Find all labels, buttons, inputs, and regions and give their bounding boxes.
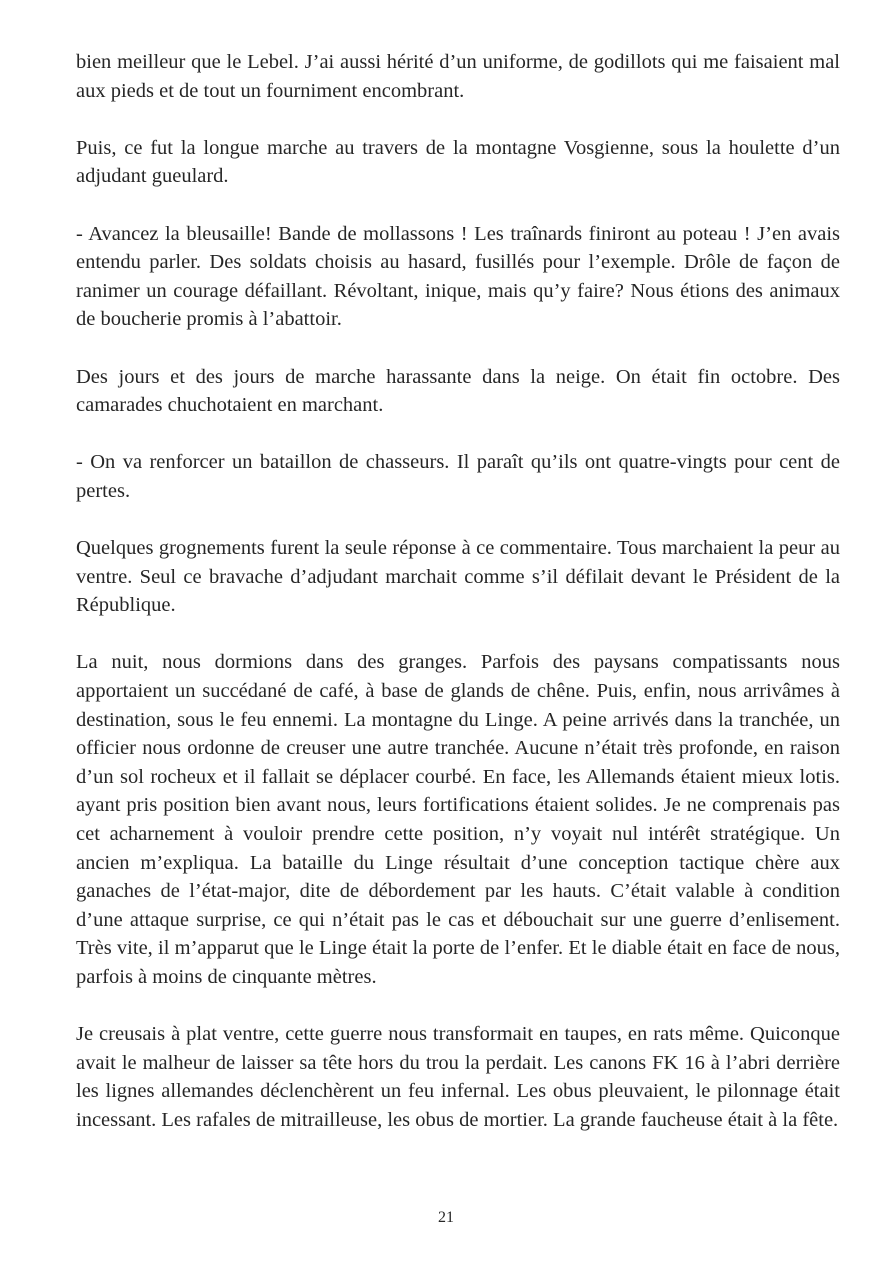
paragraph-4: Des jours et des jours de marche harassante dans la neige. On était fin octobre. Des camarades chuchotaient en marchant.	[76, 365, 840, 417]
paragraph-1: bien meilleur que le Lebel. J’ai aussi hérité d’un uniforme, de godillots qui me faisaient mal aux pieds et de tout un fourniment encombrant.	[76, 51, 840, 102]
paragraph-6: Quelques grognements furent la seule réponse à ce commentaire. Tous marchaient la peur au ventre. Seul ce bravache d’adjudant marchait comme s’il défilait devant le Président de la République.	[76, 537, 840, 617]
paragraph-3: - Avancez la bleusaille! Bande de mollassons ! Les traînards finiront au poteau ! J’en avais entendu parler. Des soldats choisis au hasard, fusillés pour l’exemple. Drôle de façon de ranimer un courage défaillant. Révoltant, inique, mais qu’y faire? Nous étions des animaux de boucherie promis à l’abattoir.	[76, 222, 840, 331]
paragraph-8: Je creusais à plat ventre, cette guerre nous transformait en taupes, en rats même. Quiconque avait le malheur de laisser sa tête hors du trou la perdait. Les canons FK 16 à l’abri derrière les lignes allemandes déclenchèrent un feu infernal. Les obus pleuvaient, le pilonnage était incessant. Les rafales de mitrailleuse, les obus de mortier. La grande faucheuse était à la fête.	[76, 1023, 840, 1131]
paragraph-5: - On va renforcer un bataillon de chasseurs. Il paraît qu’ils ont quatre-vingts pour cent de pertes.	[76, 451, 840, 502]
paragraph-2: Puis, ce fut la longue marche au travers de la montagne Vosgienne, sous la houlette d’un adjudant gueulard.	[76, 136, 840, 188]
page-body	[76, 48, 840, 1135]
page-number: 21	[438, 1209, 454, 1226]
paragraph-7: La nuit, nous dormions dans des granges. Parfois des paysans compatissants nous apportaient un succédané de café, à base de glands de chêne. Puis, enfin, nous arrivâmes à destination, sous le feu ennemi. La montagne du Linge. A peine arrivés dans la tranchée, un officier nous ordonne de creuser une autre tranchée. Aucune n’était très profonde, en raison d’un sol rocheux et il fallait se déplacer courbé. En face, les Allemands étaient mieux lotis. ayant pris position bien avant nous, leurs fortifications étaient solides. Je ne comprenais pas cet acharnement à vouloir prendre cette position, n’y voyait nul intérêt stratégique. Un ancien m’expliqua. La bataille du Linge résultait d’une conception tactique chère aux ganaches de l’état-major, dite de débordement par les hauts. C’était valable à condition d’une attaque surprise, ce qui n’était pas le cas et débouchait sur une guerre d’enlisement. Très vite, il m’apparut que le Linge était la porte de l’enfer. Et le diable était en face de nous, parfois à moins de cinquante mètres.	[76, 651, 840, 988]
